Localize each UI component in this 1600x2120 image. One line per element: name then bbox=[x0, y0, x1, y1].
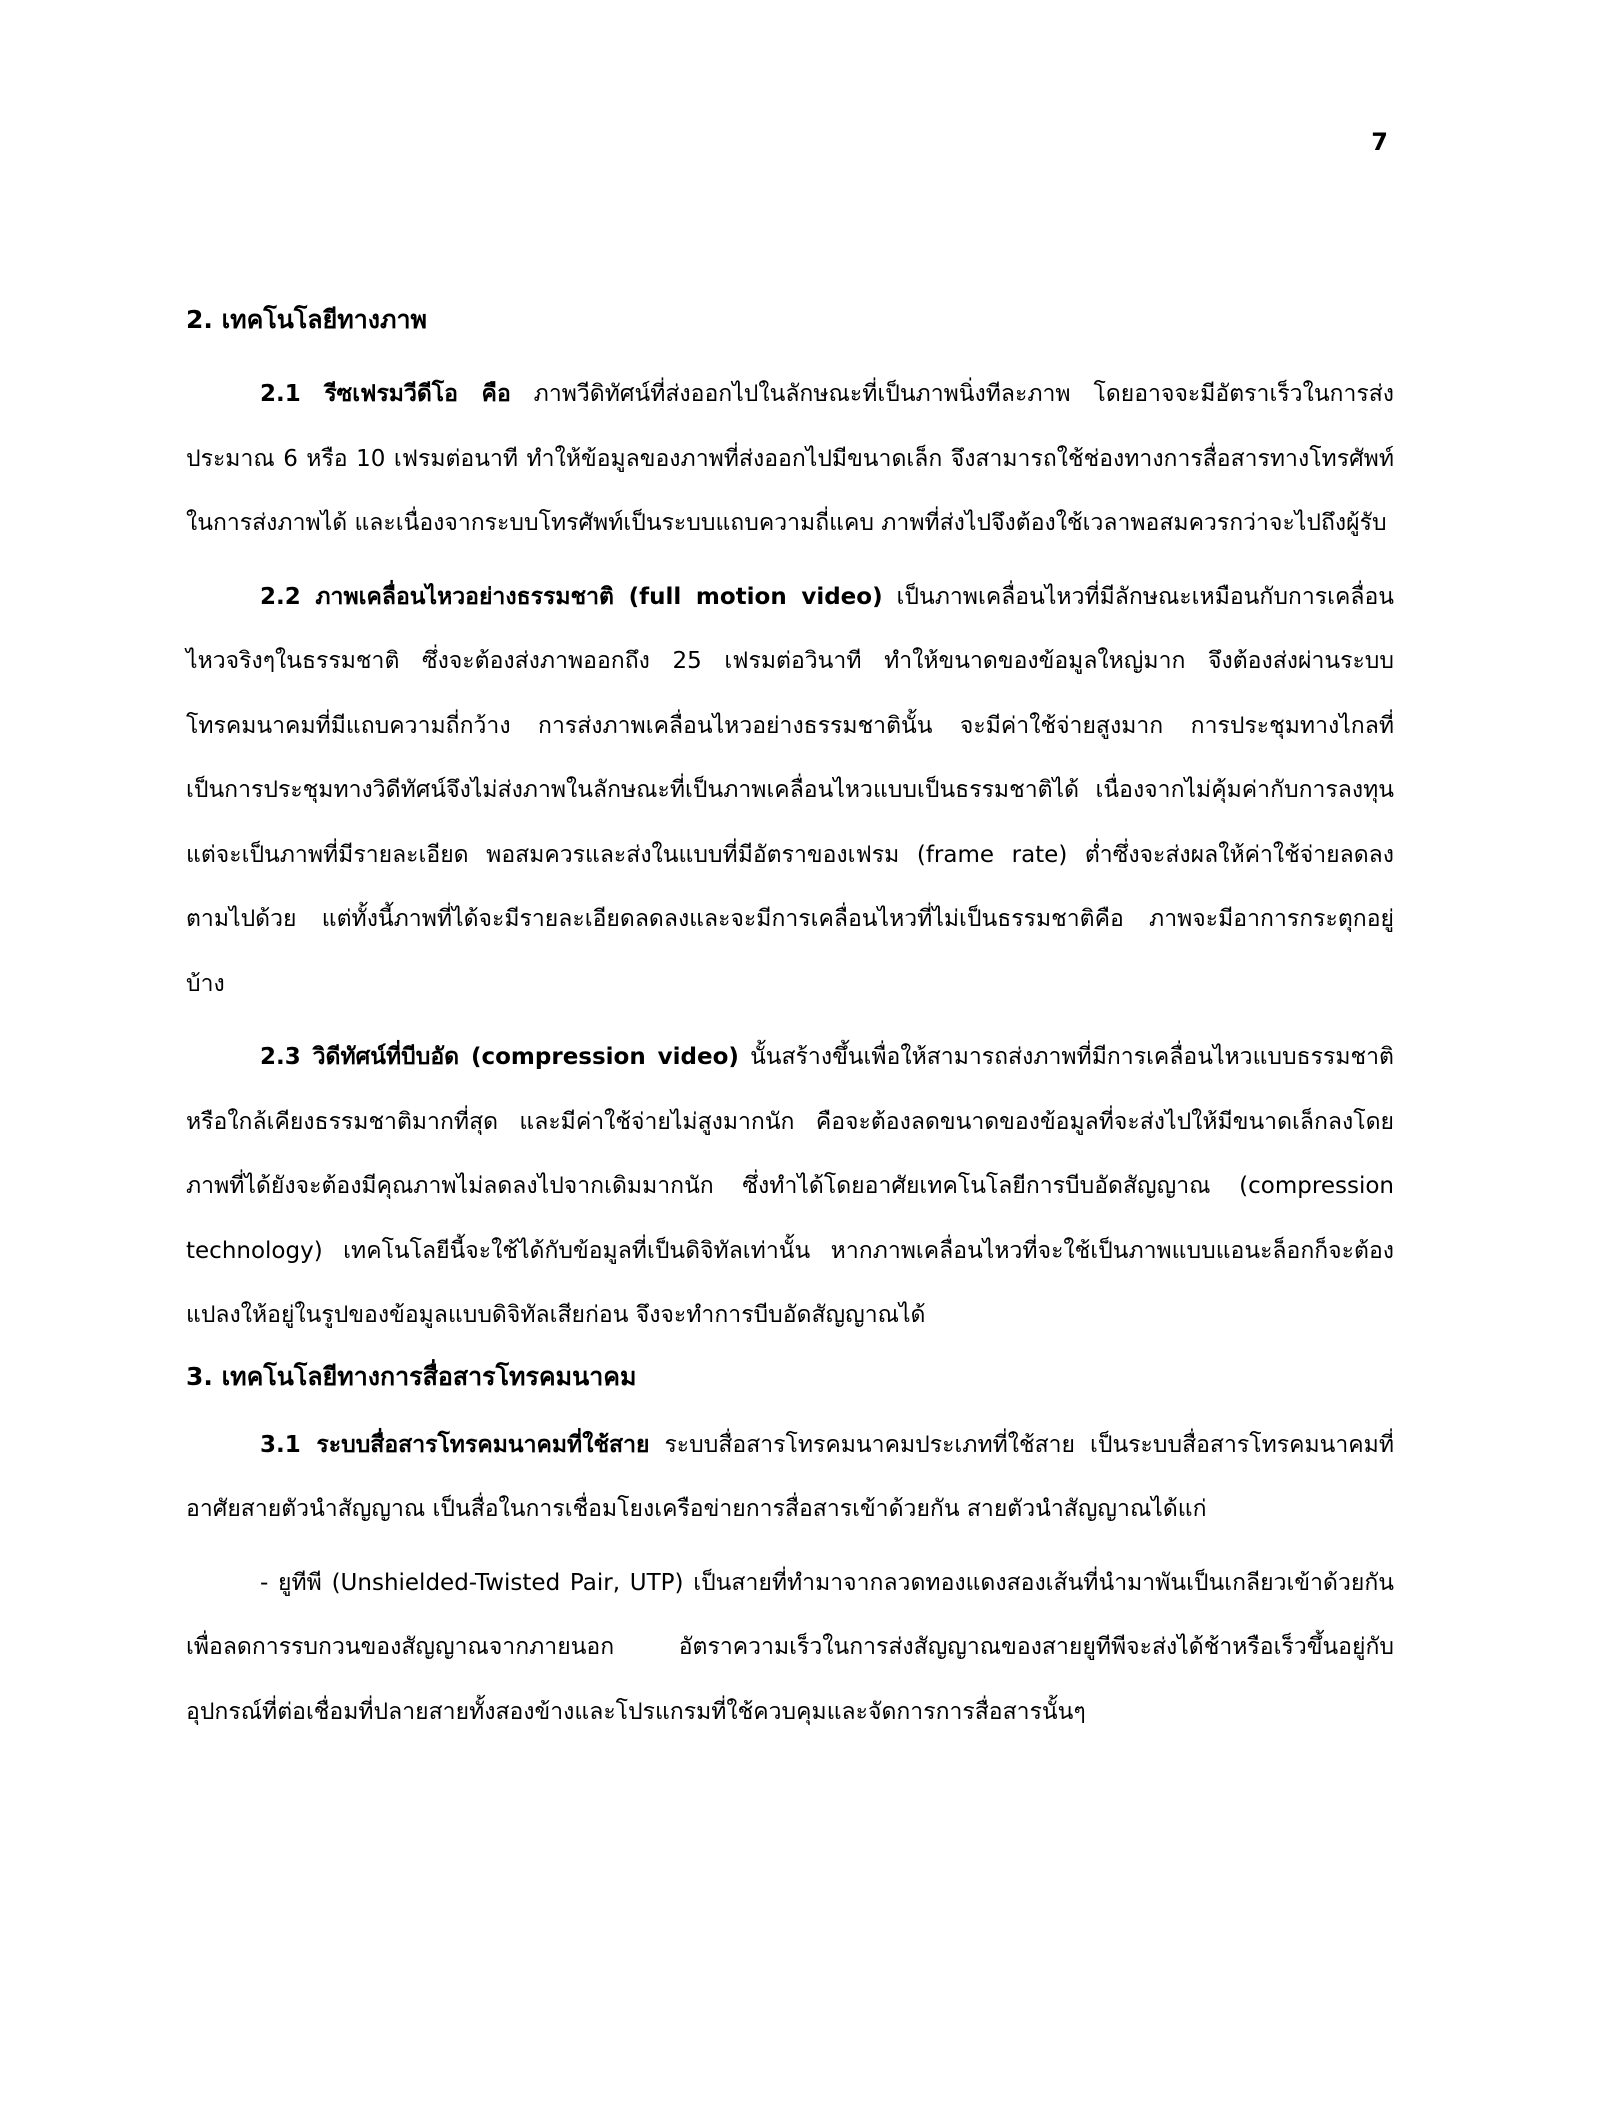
paragraph-utp bbox=[186, 1551, 1394, 1745]
paragraph-2-3-text: นั้นสร้างขึ้นเพื่อให้สามารถส่งภาพที่มีการเคลื่อนไหวแบบธรรมชาติหรือใกล้เคียงธรรมชาติมากที่สุด และมีค่าใช้จ่ายไม่สูงมากนัก คือจะต้องลดขนาดของข้อมูลที่จะส่งไปให้มีขนาดเล็กลงโดยภาพที่ได้ยังจะต้องมีคุณภาพไม่ลดลงไปจากเดิมมากนัก ซึ่งทำได้โดยอาศัยเทคโนโลยีการบีบอัดสัญญาณ (compression technology) เทคโนโลยีนี้จะใช้ได้กับข้อมูลที่เป็นดิจิทัลเท่านั้น หากภาพเคลื่อนไหวที่จะใช้เป็นภาพแบบแอนะล็อกก็จะต้องแปลงให้อยู่ในรูปของข้อมูลแบบดิจิทัลเสียก่อน จึงจะทำการบีบอัดสัญญาณได้ bbox=[186, 1044, 1394, 1328]
section-2-heading: 2. เทคโนโลยีทางภาพ bbox=[186, 305, 427, 334]
page-number: 7 bbox=[1371, 128, 1388, 156]
paragraph-2-1-text: ภาพวีดิทัศน์ที่ส่งออกไปในลักษณะที่เป็นภาพนิ่งทีละภาพ โดยอาจจะมีอัตราเร็วในการส่งประมาณ 6 หรือ 10 เฟรมต่อนาที ทำให้ข้อมูลของภาพที่ส่งออกไปมีขนาดเล็ก จึงสามารถใช้ช่องทางการสื่อสารทางโทรศัพท์ในการส่งภาพได้ และเนื่องจากระบบโทรศัพท์เป็นระบบแถบความถี่แคบ ภาพที่ส่งไปจึงต้องใช้เวลาพอสมควรกว่าจะไปถึงผู้รับ bbox=[186, 381, 1394, 536]
paragraph-utp-text: - ยูทีพี (Unshielded-Twisted Pair, UTP) เป็นสายที่ทำมาจากลวดทองแดงสองเส้นที่นำมาพันเป็นเกลียวเข้าด้วยกัน เพื่อลดการรบกวนของสัญญาณจากภายนอก อัตราความเร็วในการส่งสัญญาณของสายยูทีพีจะส่งได้ช้าหรือเร็วขึ้นอยู่กับอุปกรณ์ที่ต่อเชื่อมที่ปลายสายทั้งสองข้างและโปรแกรมที่ใช้ควบคุมและจัดการการสื่อสารนั้นๆ bbox=[186, 1569, 1394, 1725]
paragraph-2-2 bbox=[186, 565, 1394, 1017]
paragraph-3-1-lead: 3.1 ระบบสื่อสารโทรคมนาคมที่ใช้สาย bbox=[260, 1431, 650, 1458]
section-3-heading: 3. เทคโนโลยีทางการสื่อสารโทรคมนาคม bbox=[186, 1361, 637, 1391]
paragraph-2-3-lead: 2.3 วิดีทัศน์ที่บีบอัด (compression video) bbox=[260, 1044, 739, 1070]
paragraph-2-1-lead: 2.1 รีซเฟรมวีดีโอ คือ bbox=[260, 381, 511, 407]
page-content bbox=[186, 300, 1394, 1753]
paragraph-2-1 bbox=[186, 362, 1394, 556]
paragraph-3-1-text: ระบบสื่อสารโทรคมนาคมประเภทที่ใช้สาย เป็นระบบสื่อสารโทรคมนาคมที่อาศัยสายตัวนำสัญญาณ เป็นสื่อในการเชื่อมโยงเครือข่ายการสื่อสารเข้าด้วยกัน สายตัวนำสัญญาณได้แก่ bbox=[186, 1431, 1394, 1522]
paragraph-2-3 bbox=[186, 1025, 1394, 1348]
paragraph-2-2-lead: 2.2 ภาพเคลื่อนไหวอย่างธรรมชาติ (full motion video) bbox=[260, 583, 883, 610]
paragraph-2-2-text: เป็นภาพเคลื่อนไหวที่มีลักษณะเหมือนกับการเคลื่อนไหวจริงๆในธรรมชาติ ซึ่งจะต้องส่งภาพออกถึง 25 เฟรมต่อวินาที ทำให้ขนาดของข้อมูลใหญ่มาก จึงต้องส่งผ่านระบบโทรคมนาคมที่มีแถบความถี่กว้าง การส่งภาพเคลื่อนไหวอย่างธรรมชาตินั้น จะมีค่าใช้จ่ายสูงมาก การประชุมทางไกลที่เป็นการประชุมทางวิดีทัศน์จึงไม่ส่งภาพในลักษณะที่เป็นภาพเคลื่อนไหวแบบเป็นธรรมชาติได้ เนื่องจากไม่คุ้มค่ากับการลงทุน แต่จะเป็นภาพที่มีรายละเอียด พอสมควรและส่งในแบบที่มีอัตราของเฟรม (frame rate) ต่ำซึ่งจะส่งผลให้ค่าใช้จ่ายลดลงตามไปด้วย แต่ทั้งนี้ภาพที่ได้จะมีรายละเอียดลดลงและจะมีการเคลื่อนไหวที่ไม่เป็นธรรมชาติคือ ภาพจะมีอาการกระตุกอยู่บ้าง bbox=[186, 583, 1394, 997]
paragraph-3-1 bbox=[186, 1413, 1394, 1542]
